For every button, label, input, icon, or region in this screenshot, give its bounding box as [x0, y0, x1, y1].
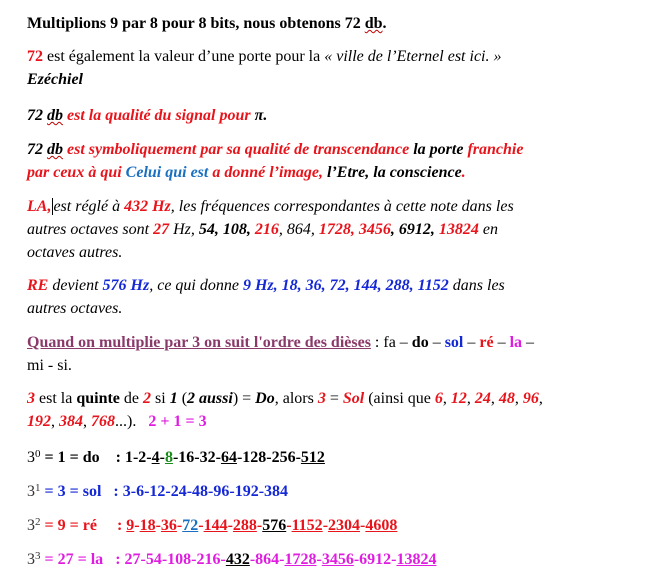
text-span: devient [48, 277, 103, 294]
text-span: 24 [474, 390, 491, 407]
text-span: est la [35, 390, 77, 407]
text-span: quinte [76, 390, 120, 407]
text-span: = 1 = do [40, 449, 100, 466]
text-span: , alors [274, 390, 318, 407]
text-span: 3456 [321, 551, 354, 568]
text-span: 18 [139, 517, 156, 534]
text-span: = [325, 390, 343, 407]
text-span: 8 [164, 449, 173, 466]
text-span: - [316, 551, 322, 568]
text-span: 2 + 1 = 3 [148, 413, 207, 430]
text-span: mi - si. [27, 357, 72, 374]
text-span: octaves autres. [27, 244, 123, 261]
text-span: franchie [467, 141, 524, 158]
text-span: - [176, 517, 183, 534]
text-span: db [47, 107, 63, 124]
text-span: - [256, 517, 263, 534]
text-span: 216 [254, 221, 279, 238]
text-span: 288 [232, 517, 257, 534]
text-span: 96 [522, 390, 539, 407]
text-span: 3-6-12-24-48-96-192-384 [122, 483, 289, 500]
exponent: 3 [35, 550, 41, 562]
text-span: si [151, 390, 170, 407]
text-span: Quand on multiplie par 3 on suit l'ordre des dièses [27, 334, 371, 351]
text-span: 1728 [284, 551, 317, 568]
text-span: , [83, 413, 91, 430]
exponent: 2 [35, 516, 41, 528]
line-octaves-autres [27, 241, 646, 264]
text-span: Celui qui est [125, 164, 209, 181]
text-span: – [522, 334, 535, 351]
text-span: 12 [450, 390, 467, 407]
text-span: - [286, 517, 292, 534]
text-span: 72 [27, 141, 47, 158]
text-span: 2 aussi [187, 390, 233, 407]
text-span: = 3 = sol [40, 483, 102, 500]
text-span: 54, 108, [198, 221, 255, 238]
text-span: en [478, 221, 498, 238]
text-span: 13824 [396, 551, 437, 568]
text-span: 48 [498, 390, 515, 407]
text-span: : [96, 517, 127, 534]
line-quinte [27, 387, 646, 410]
text-span: ( [177, 390, 188, 407]
text-span: 4608 [365, 517, 398, 534]
text-span: - [322, 517, 329, 534]
line-series-sol [27, 480, 646, 503]
text-span: 3 [27, 449, 35, 466]
text-span: 27-54-108-216- [124, 551, 226, 568]
text-span: = 27 = la [40, 551, 104, 568]
line-series-do [27, 446, 646, 469]
text-span: sol [444, 334, 464, 351]
text-span: , [538, 390, 543, 407]
text-span: 432 Hz [124, 198, 171, 215]
text-span: ) = [232, 390, 256, 407]
text-span: , 864, [278, 221, 319, 238]
text-span: 768 [91, 413, 115, 430]
text-span: : [99, 449, 125, 466]
text-span: – [428, 334, 445, 351]
line-series-la [27, 548, 646, 571]
text-span: : fa – [370, 334, 412, 351]
line-la-432 [27, 195, 646, 218]
text-span: Hz, [169, 221, 199, 238]
text-span: Multiplions 9 par 8 pour 8 bits, nous obtenons 72 [27, 15, 365, 32]
text-span: de [119, 390, 144, 407]
text-span: 576 Hz [102, 277, 150, 294]
line-mi-si [27, 354, 646, 377]
text-span: , les fréquences correspondantes à cette note dans les [170, 198, 514, 215]
text-span: , [442, 390, 451, 407]
text-span: 36 [160, 517, 177, 534]
text-span: 1728, 3456 [318, 221, 391, 238]
text-span: est également la valeur d’une porte pour la [43, 48, 325, 65]
text-span: 13824 [438, 221, 479, 238]
text-span: autres octaves sont [27, 221, 154, 238]
text-span: Do [255, 390, 275, 407]
line-celui-qui-est [27, 161, 646, 184]
text-span: db [364, 15, 383, 32]
text-span: 384 [59, 413, 83, 430]
line-ezechiel [27, 68, 646, 91]
text-span: est la qualité du signal pour [63, 107, 255, 124]
text-span: , [490, 390, 499, 407]
text-span: 2 [143, 390, 152, 407]
text-span: - [227, 517, 233, 534]
line-72-porte [27, 45, 646, 68]
text-span: 3 [27, 483, 35, 500]
text-span: - [360, 517, 366, 534]
text-span: la porte [409, 141, 468, 158]
text-span: 3 [317, 390, 326, 407]
text-span: - [198, 517, 204, 534]
text-span: 512 [300, 449, 325, 466]
line-quand-multiplie [27, 331, 646, 354]
line-192-384 [27, 410, 646, 433]
line-octaves-sont [27, 218, 646, 241]
text-span: 192 [27, 413, 51, 430]
text-span: , [466, 390, 475, 407]
text-span: 3 [27, 517, 35, 534]
text-span: 6 [434, 390, 443, 407]
text-span: . [382, 15, 387, 32]
line-autres-octaves [27, 297, 646, 320]
exponent: 1 [35, 482, 41, 494]
text-span: 9 Hz, 18, 36, 72, 144, 288, 1152 [242, 277, 449, 294]
text-span: 432 [225, 551, 250, 568]
text-span: ...). [115, 413, 149, 430]
text-span: 1152 [291, 517, 323, 534]
exponent: 0 [35, 448, 41, 460]
text-span: 2304 [328, 517, 361, 534]
text-span: 72 [27, 107, 47, 124]
text-span: 3 [27, 390, 35, 407]
text-span: , [514, 390, 523, 407]
text-span: : [103, 551, 125, 568]
text-span: 72 [182, 517, 199, 534]
text-span: db [47, 141, 63, 158]
text-span: 64 [220, 449, 237, 466]
text-span: est réglé à [53, 198, 125, 215]
text-span: -864- [249, 551, 285, 568]
text-span: 4 [151, 449, 160, 466]
text-span: ré [479, 334, 494, 351]
text-span: π [254, 107, 264, 124]
text-span: -16-32- [172, 449, 221, 466]
text-span: 3 [27, 551, 35, 568]
text-span: - [134, 517, 140, 534]
text-span: -128-256- [236, 449, 301, 466]
text-span: 72 [27, 48, 43, 65]
text-span: RE [27, 277, 49, 294]
text-span: . [263, 107, 268, 124]
line-72-signal [27, 104, 646, 127]
text-span: 9 [126, 517, 135, 534]
text-span: -6912- [353, 551, 397, 568]
text-span: l’Etre, la conscience [327, 164, 462, 181]
text-span: : [101, 483, 123, 500]
text-span: 27 [153, 221, 170, 238]
text-span: est symboliquement par sa qualité de transcendance [63, 141, 410, 158]
text-span: la [509, 334, 523, 351]
text-span: . [461, 164, 466, 181]
text-span: LA, [27, 198, 52, 215]
text-span: Sol [342, 390, 365, 407]
text-span: autres octaves. [27, 300, 123, 317]
text-span: (ainsi que [364, 390, 435, 407]
text-span: = 9 = ré [40, 517, 97, 534]
text-span: a donné l’image, [208, 164, 328, 181]
line-multiplions [27, 12, 646, 35]
text-span: dans les [448, 277, 505, 294]
text-span: 1 [169, 390, 178, 407]
text-span: Ezéchiel [27, 71, 83, 88]
text-span: , [51, 413, 59, 430]
line-series-re [27, 514, 646, 537]
text-span: « ville de l’Eternel est ici. » [324, 48, 502, 65]
text-span: 576 [262, 517, 287, 534]
text-span: - [155, 517, 161, 534]
text-span: - [159, 449, 165, 466]
text-span: 144 [203, 517, 228, 534]
text-span: do [411, 334, 429, 351]
text-span: , ce qui donne [149, 277, 243, 294]
text-span: – [463, 334, 480, 351]
text-span: – [493, 334, 510, 351]
text-span: , 6912, [390, 221, 439, 238]
text-span: 1-2- [124, 449, 152, 466]
line-72-symbolique [27, 138, 646, 161]
line-re-576 [27, 274, 646, 297]
text-span: par ceux à qui [27, 164, 126, 181]
